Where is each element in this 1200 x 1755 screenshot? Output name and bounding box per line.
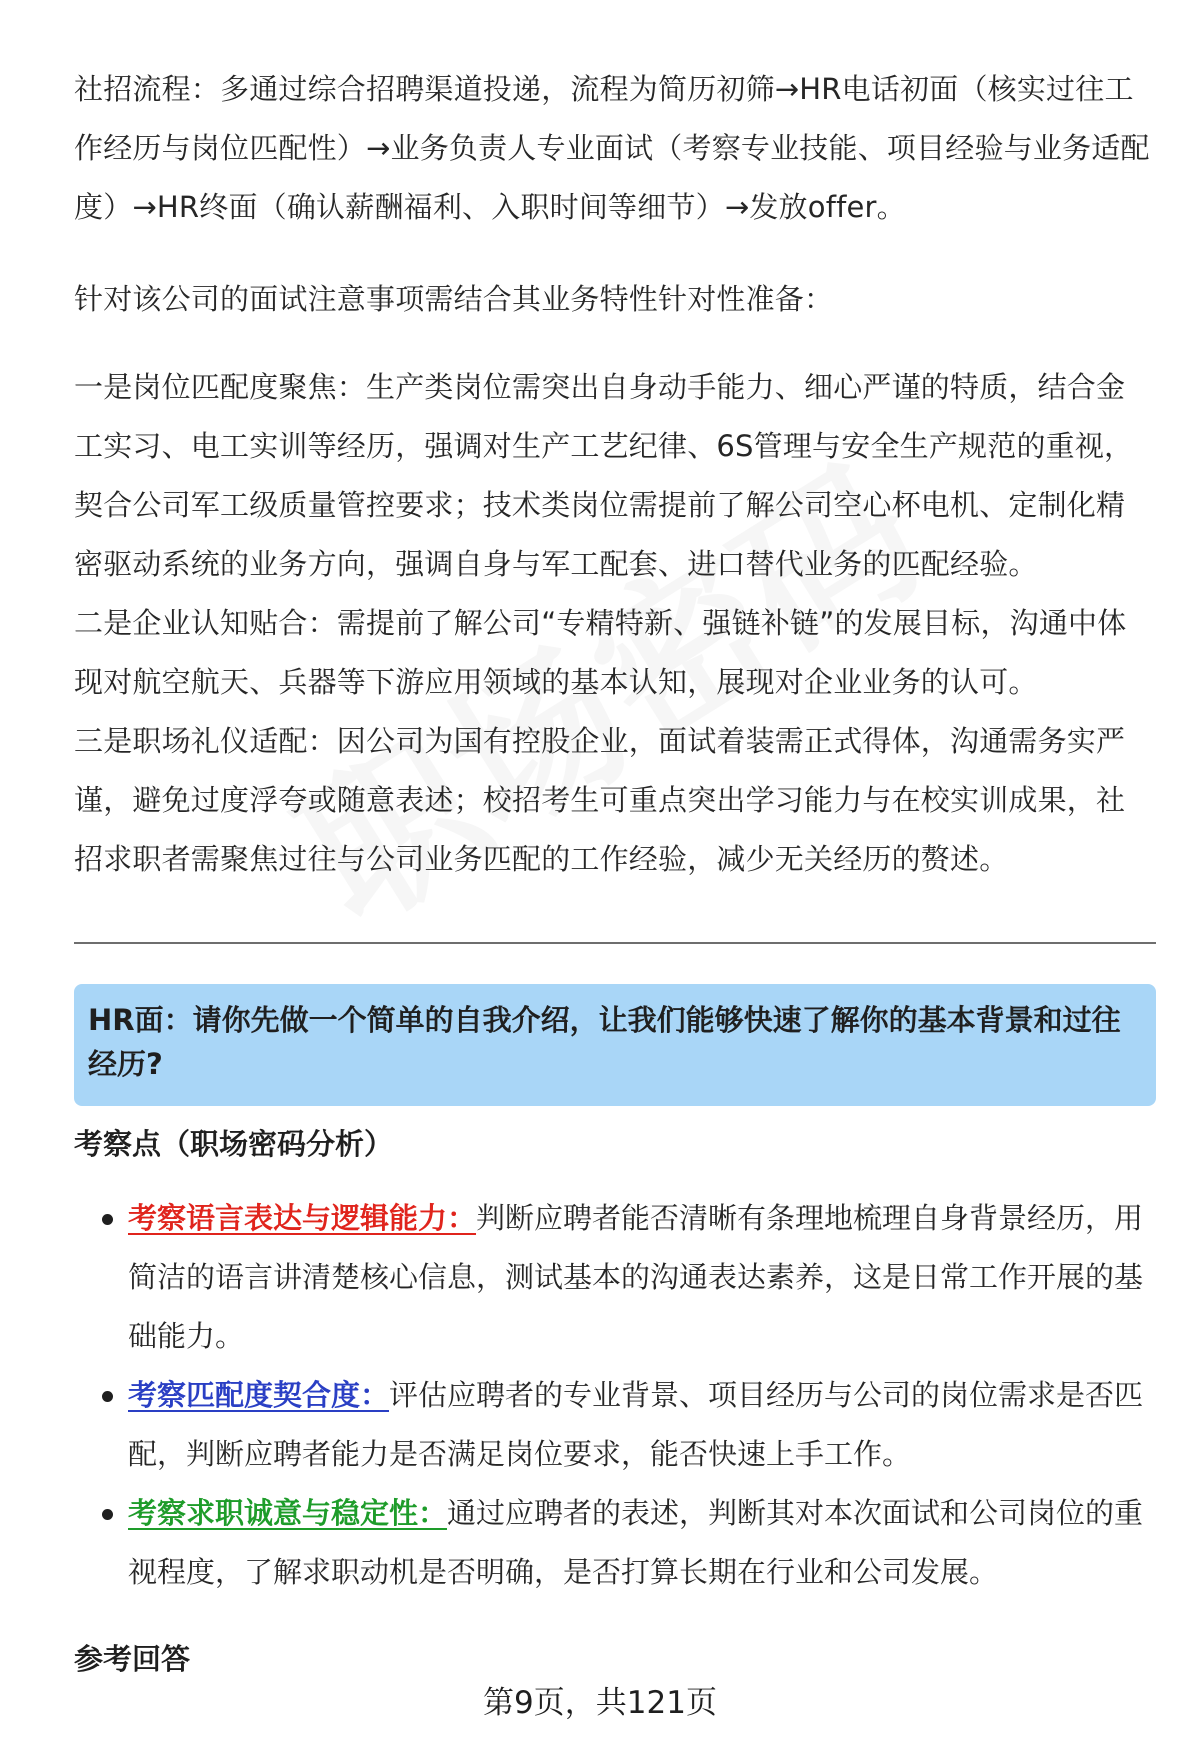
- bullet-dot-icon: [102, 1391, 113, 1402]
- bullet-dot-icon: [102, 1214, 113, 1225]
- list-item: [74, 1189, 1156, 1366]
- bullet-text: 判断应聘者能否清晰有条理地梳理自身背景经历，用简洁的语言讲清楚核心信息，测试基本的沟通表达素养，这是日常工作开展的基础能力。: [128, 1201, 1144, 1353]
- bullet-keyword: 考察语言表达与逻辑能力：: [128, 1201, 477, 1235]
- section-divider: [74, 942, 1156, 944]
- bullet-text: 通过应聘者的表述，判断其对本次面试和公司岗位的重视程度，了解求职动机是否明确，是否打算长期在行业和公司发展。: [128, 1496, 1144, 1589]
- paragraph-interview-notes-intro: 针对该公司的面试注意事项需结合其业务特性针对性准备：: [74, 282, 834, 316]
- bullet-dot-icon: [102, 1509, 113, 1520]
- point-workplace-etiquette: 三是职场礼仪适配：因公司为国有控股企业，面试着装需正式得体，沟通需务实严谨，避免过度浮夸或随意表述；校招考生可重点突出学习能力与在校实训成果，社招求职者需聚焦过往与公司业务匹配的工作经验，减少无关经历的赘述。: [74, 724, 1126, 876]
- paragraph-social-recruitment: 社招流程：多通过综合招聘渠道投递，流程为简历初筛→HR电话初面（核实过往工作经历与岗位匹配性）→业务负责人专业面试（考察专业技能、项目经验与业务适配度）→HR终面（确认薪酬福利、入职时间等细节）→发放offer。: [74, 72, 1150, 224]
- assessment-points-heading: 考察点（职场密码分析）: [74, 1127, 394, 1161]
- bullet-text: 评估应聘者的专业背景、项目经历与公司的岗位需求是否匹配，判断应聘者能力是否满足岗位要求，能否快速上手工作。: [128, 1378, 1144, 1471]
- question-box: [74, 984, 1156, 1106]
- page-number-footer: 第9页，共121页: [483, 1685, 717, 1721]
- reference-answer-heading: 参考回答: [74, 1642, 191, 1676]
- assessment-points-list: [74, 1189, 1156, 1602]
- list-item: [74, 1366, 1156, 1484]
- point-position-match: 一是岗位匹配度聚焦：生产类岗位需突出自身动手能力、细心严谨的特质，结合金工实习、电工实训等经历，强调对生产工艺纪律、6S管理与安全生产规范的重视，契合公司军工级质量管控要求；技术类岗位需提前了解公司空心杯电机、定制化精密驱动系统的业务方向，强调自身与军工配套、进口替代业务的匹配经验。: [74, 370, 1134, 581]
- point-company-awareness: 二是企业认知贴合：需提前了解公司“专精特新、强链补链”的发展目标，沟通中体现对航空航天、兵器等下游应用领域的基本认知，展现对企业业务的认可。: [74, 606, 1127, 699]
- question-text: HR面：请你先做一个简单的自我介绍，让我们能够快速了解你的基本背景和过往经历?: [88, 1003, 1121, 1081]
- bullet-keyword: 考察匹配度契合度：: [128, 1378, 390, 1412]
- interview-notes-points: [74, 358, 1154, 889]
- bullet-keyword: 考察求职诚意与稳定性：: [128, 1496, 448, 1530]
- list-item: [74, 1484, 1156, 1602]
